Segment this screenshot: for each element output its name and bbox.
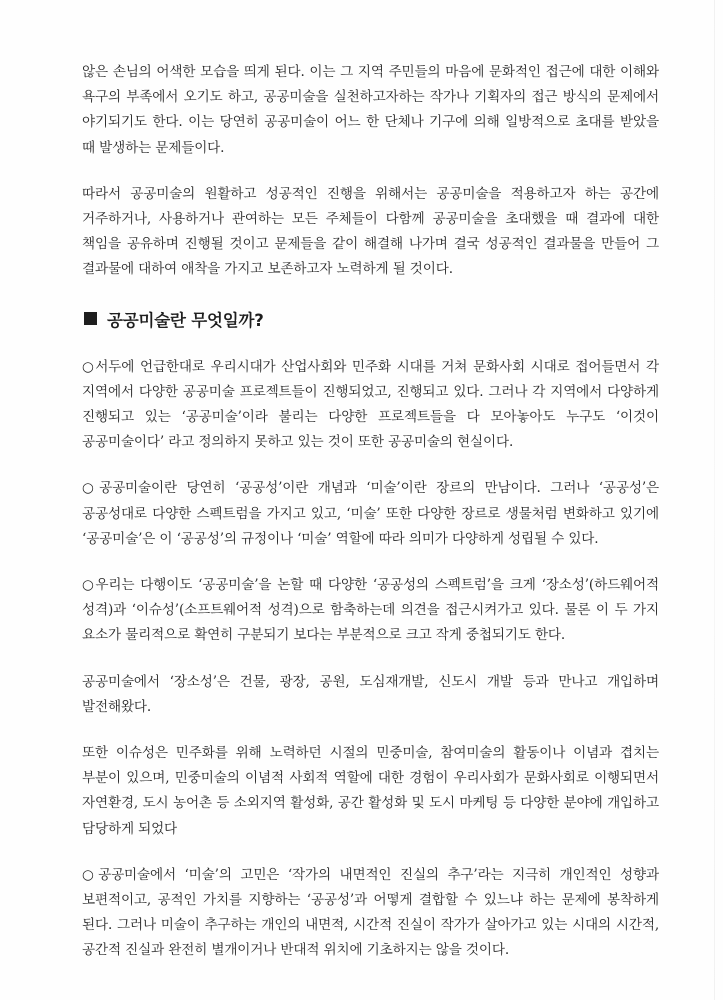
paragraph-spacer xyxy=(82,552,659,573)
paragraph-spectrum-of-publicness: ○우리는 다행이도 ‘공공미술’을 논할 때 다양한 ‘공공성의 스펙트럼’을 크게 ‘장소성’(하드웨어적 성격)과 ‘이슈성’(소프트웨어적 성격)으로 함축하는데 의견을 접근시켜가고 있다. 물론 이 두 가지 요소가 물리적으로 확연히 구분되기 보다는 부분적으로 크고 작게 중첩되기도 한다. xyxy=(82,577,659,644)
section-spacer xyxy=(82,283,659,304)
paragraph-spacer xyxy=(82,161,659,182)
section-heading xyxy=(82,304,659,334)
paragraph-public-art-reality: ○서두에 언급한대로 우리시대가 산업사회와 민주화 시대를 거쳐 문화사회 시대로 접어들면서 각 지역에서 다양한 공공미술 프로젝트들이 진행되었고, 진행되고 있다. 그러나 각 지역에서 다양하게 진행되고 있는 ‘공공미술’이라 불리는 다양한 프로젝트들을 다 모아놓아도 누구도 ‘이것이 공공미술이다’ 라고 정의하지 못하고 있는 것이 또한 공공미술의 현실이다. xyxy=(82,358,659,451)
paragraph-spacer xyxy=(82,720,659,741)
scan-edge-shadow xyxy=(714,0,715,1000)
paragraph-successful-progress: 따라서 공공미술의 원활하고 성공적인 진행을 위해서는 공공미술을 적용하고자 하는 공간에 거주하거나, 사용하거나 관여하는 모든 주체들이 다함께 공공미술을 초대했을 때 결과에 대한 책임을 공유하며 진행될 것이고 문제들을 같이 해결해 나가며 결국 성공적인 결과물을 만들어 그 결과물에 대하여 애착을 가지고 보존하고자 노력하게 될 것이다. xyxy=(82,185,659,278)
paragraph-issue-orientation: 또한 이슈성은 민주화를 위해 노력하던 시절의 민중미술, 참여미술의 활동이나 이념과 겹치는 부분이 있으며, 민중미술의 이념적 사회적 역할에 대한 경험이 우리사회가 문화사회로 이행되면서 자연환경, 도시 농어촌 등 소외지역 활성화, 공간 활성화 및 도시 마케팅 등 다양한 분야에 개입하고 담당하게 되었다 xyxy=(82,745,659,837)
paragraph-sense-of-place: 공공미술에서 ‘장소성’은 건물, 광장, 공원, 도심재개발, 신도시 개발 등과 만나고 개입하며 발전해왔다. xyxy=(82,673,659,715)
section-spacer xyxy=(82,334,659,355)
paragraph-spacer xyxy=(82,649,659,670)
paragraph-spacer xyxy=(82,455,659,476)
paragraph-art-concerns: ○공공미술에서 ‘미술’의 고민은 ‘작가의 내면적인 진실의 추구’라는 지극히 개인적인 성향과 보편적이고, 공적인 가치를 지향하는 ‘공공성’과 어떻게 결합할 수 있느냐 하는 문제에 봉착하게 된다. 그러나 미술이 추구하는 개인의 내면적, 시간적 진실이 작가가 살아가고 있는 시대의 시간적, 공간적 진실과 완전히 별개이거나 반대적 위치에 기초하지는 않을 것이다. xyxy=(82,866,659,959)
paragraph-intro-continuation: 않은 손님의 어색한 모습을 띄게 된다. 이는 그 지역 주민들의 마음에 문화적인 접근에 대한 이해와 욕구의 부족에서 오기도 하고, 공공미술을 실천하고자하는 작가나 기획자의 접근 방식의 문제에서 야기되기도 한다. 이는 당연히 공공미술이 어느 한 단체나 기구에 의해 일방적으로 초대를 받았을 때 발생하는 문제들이다. xyxy=(82,64,659,156)
black-square-bullet-icon xyxy=(84,312,97,325)
paragraph-spacer xyxy=(82,842,659,863)
section-heading-text: 공공미술란 무엇일까? xyxy=(107,310,264,330)
paragraph-publicness-and-art: ○공공미술이란 당연히 ‘공공성’이란 개념과 ‘미술’이란 장르의 만남이다. 그러나 ‘공공성’은 공공성대로 다양한 스펙트럼을 가지고 있고, ‘미술’ 또한 다양한 장르로 생물처럼 변화하고 있기에 ‘공공미술’은 이 ‘공공성’의 규정이나 ‘미술’ 역할에 따라 의미가 다양하게 성립될 수 있다. xyxy=(82,480,659,547)
